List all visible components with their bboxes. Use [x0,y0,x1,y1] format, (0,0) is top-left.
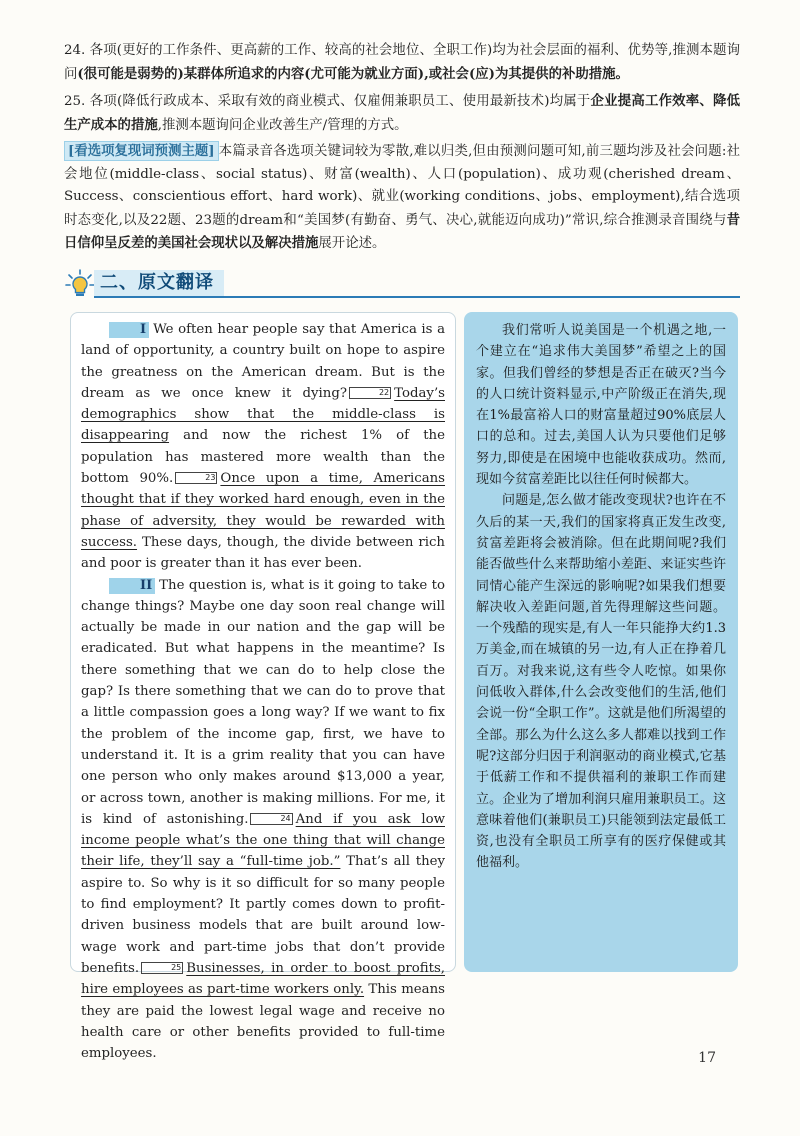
section-title: 二、原文翻译 [94,270,224,296]
note-tip: [看选项复现词预测主题] 本篇录音各选项关键词较为零散,难以归类,但由预测问题可知,前三题均涉及社会问题:社会地位(middle-class、social status)、财富(wealth)、人口(population)、成功观(cherished dream、Success、conscientious effort、hard work)、就业(working conditions、jobs、employment),结合选项时态变化,以及22题、23题的dream和“美国梦(有勤奋、勇气、决心,就能迈向成功)”常识,综合推测录音围绕与昔日信仰呈反差的美国社会现状以及解决措施展开论述。 [64,143,740,251]
chinese-paragraph-2: 问题是,怎么做才能改变现状?也许在不久后的某一天,我们的国家将真正发生改变,贫富差距将会被消除。但在此期间呢?我们能否做些什么来帮助缩小差距、来证实些许同情心能产生深远的影响呢?如果我们想要解决收入差距问题,首先得理解这些问题。一个残酷的现实是,有人一年只能挣大约1.3万美金,而在城镇的另一边,有人正在挣着几百万。对我来说,这有些令人吃惊。如果你问低收入群体,什么会改变他们的生活,他们会说一份“全职工作”。这就是他们所渴望的全部。那么为什么这么多人都难以找到工作呢?这部分归因于利润驱动的商业模式,它基于低薪工作和不提供福利的兼职工作而建立。企业为了增加利润只雇用兼职员工。这意味着他们(兼职员工)只能领到法定最低工资,也没有全职员工所享有的医疗保健或其他福利。 [476,493,726,871]
english-paragraph-2: II The question is, what is it going to take to change things? Maybe one day soon real change will actually be made in our nation and the gap will be eradicated. But what happens in the meantime? Is there something that we can do to help close the gap? Is there something that we can do to prove that a little compassion goes a long way? If we want to fix the problem of the income gap, first, we have to understand it. It is a grim reality that you can have one person who only makes around $13,000 a year, or across town, another is making millions. For me, it is kind of astonishing. 24 And if you ask low income people what’s the one thing that will change their life, they’ll say a “full-time job.” That’s all they aspire to. So why is it so difficult for so many people to find employment? It partly comes down to profit-driven business models that are built around low-wage work and part-time jobs that don’t provide benefits. 25 Businesses, in order to boost profits, hire employees as part-time workers only. This means they are paid the lowest legal wage and receive no health care or other benefits provided to full-time employees. [81,577,446,1062]
note-q25: 25. 各项(降低行政成本、采取有效的商业模式、仅雇佣兼职员工、使用最新技术)均属于企业提高工作效率、降低生产成本的措施,推测本题询问企业改善生产/管理的方式。 [64,93,740,133]
question-marker-23: 23 [175,472,217,484]
section-header [64,268,740,300]
english-paragraph-1: I We often hear people say that America is a land of opportunity, a country built on hope to aspire the greatness on the American dream. But is the dream as we once knew it dying? 22 Today’s demographics show that the middle-class is disappearing and now the richest 1% of the population has mastered more wealth than the bottom 90%. 23 Once upon a time, Americans thought that if they worked hard enough, even in the phase of adversity, they would be rewarded with success. These days, though, the divide between rich and poor is greater than it has ever been. [81,322,446,572]
question-notes [64,40,740,260]
question-marker-22: 22 [349,387,391,399]
chinese-translation-panel [464,312,738,972]
question-marker-24: 24 [250,813,292,825]
page-number: 17 [698,1050,716,1066]
paragraph-number: II [109,578,155,594]
question-marker-25: 25 [141,962,183,974]
section-divider [94,296,740,298]
tip-tag: [看选项复现词预测主题] [64,141,219,161]
lightbulb-icon [64,268,96,300]
note-q24: 24. 各项(更好的工作条件、更高薪的工作、较高的社会地位、全职工作)均为社会层面的福利、优势等,推测本题询问(很可能是弱势的)某群体所追求的内容(尤可能为就业方面),或社会(应)为其提供的补助措施。 [64,43,740,82]
chinese-paragraph-1: 我们常听人说美国是一个机遇之地,一个建立在“追求伟大美国梦”希望之上的国家。但我们曾经的梦想是否正在破灭?当今的人口统计资料显示,中产阶级正在消失,现在1%最富裕人口的财富量超过90%底层人口的总和。过去,美国人认为只要他们足够努力,即使是在困境中也能收获成功。然而,现如今贫富差距比以往任何时候都大。 [476,323,726,488]
paragraph-number: I [109,322,149,338]
english-original-panel [70,312,456,1062]
